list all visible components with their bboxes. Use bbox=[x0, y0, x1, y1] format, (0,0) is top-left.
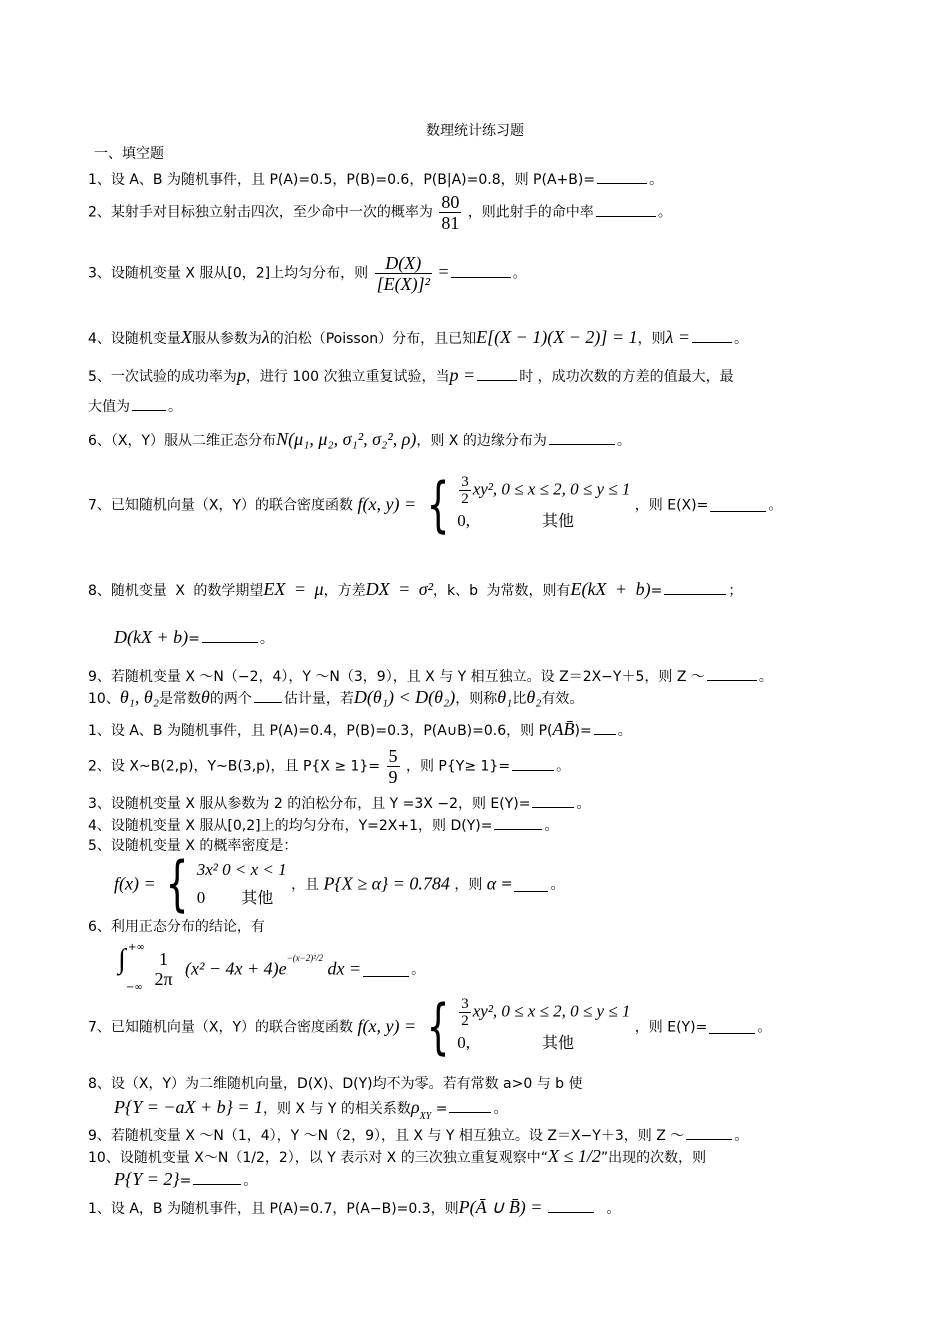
answer-blank[interactable] bbox=[449, 1098, 491, 1113]
brace-icon: { bbox=[426, 469, 450, 540]
answer-blank[interactable] bbox=[664, 580, 726, 595]
question-8-line2: D(kX + b)= 。 bbox=[114, 627, 274, 647]
question-9: 9、若随机变量 X ～N（−2，4），Y ～N（3，9），且 X 与 Y 相互独立。设 Z＝2X−Y＋5，则 Z ～ 。 bbox=[88, 666, 773, 686]
answer-blank[interactable] bbox=[549, 430, 615, 445]
fraction: 1 2π bbox=[154, 949, 173, 989]
question-b5-formula: f(x) = { 3x² 0 < x < 1 0 其他 ，且 P{X ≥ α} = 0.784 ，则 α = 。 bbox=[114, 849, 565, 919]
question-7: 7、已知随机向量（X，Y）的联合密度函数 f(x, y) = { $\frac{3}{2}$ xy², 0 ≤ x ≤ 2, 0 ≤ y ≤ 1 0, 其他 ，则 E(X)= 。 bbox=[88, 469, 783, 540]
answer-blank[interactable] bbox=[451, 263, 511, 278]
answer-blank[interactable] bbox=[202, 628, 258, 643]
answer-blank[interactable] bbox=[710, 497, 766, 512]
question-2: 2、某射手对目标独立射击四次，至少命中一次的概率为 $\frac{80}{81}$ ，则此射手的命中率 。 bbox=[88, 192, 672, 233]
brace-icon: { bbox=[165, 849, 189, 919]
answer-blank[interactable] bbox=[132, 396, 166, 411]
question-b10: 10、设随机变量 X～N（1/2，2），以 Y 表示对 X 的三次独立重复观察中“X ≤ 1/2”出现的次数，则 bbox=[88, 1146, 707, 1166]
question-b3: 3、设随机变量 X 服从参数为 2 的泊松分布，且 Y =3X −2，则 E(Y)= 。 bbox=[88, 793, 590, 813]
answer-blank[interactable] bbox=[692, 328, 732, 343]
question-b1: 1、设 A、B 为随机事件，且 P(A)=0.4，P(B)=0.3，P(A∪B)=0.6，则 P(AB̄)= 。 bbox=[88, 719, 632, 739]
question-1: 1、设 A、B 为随机事件，且 P(A)=0.5，P(B)=0.6，P(B|A)=0.8，则 P(A+B)= 。 bbox=[88, 169, 663, 189]
answer-blank[interactable] bbox=[709, 1019, 755, 1034]
answer-blank[interactable] bbox=[596, 202, 656, 217]
fraction: $\frac{80}{81}$ bbox=[441, 192, 460, 233]
question-4: 4、设随机变量X服从参数为λ的泊松（Poisson）分布，且已知E[(X − 1)(X − 2)] = 1，则λ = 。 bbox=[88, 327, 749, 347]
question-5-line2: 大值为 。 bbox=[88, 396, 182, 416]
fraction: $\frac{D(X)}{\text{[E(X)]²}}$ bbox=[376, 253, 430, 294]
integral-icon: ∫ +∞ −∞ bbox=[118, 942, 145, 993]
question-b5: 5、设随机变量 X 的概率密度是： bbox=[88, 838, 298, 854]
piecewise-cases: $\frac{3}{2}$ xy², 0 ≤ x ≤ 2, 0 ≤ y ≤ 1 0, 其他 bbox=[457, 474, 631, 530]
answer-blank[interactable] bbox=[532, 793, 574, 808]
question-b4: 4、设随机变量 X 服从[0,2]上的均匀分布，Y=2X+1，则 D(Y)= 。 bbox=[88, 815, 558, 835]
answer-blank[interactable] bbox=[193, 1170, 241, 1185]
answer-blank[interactable] bbox=[494, 815, 542, 830]
answer-blank[interactable] bbox=[707, 666, 757, 681]
question-5: 5、一次试验的成功率为p，进行 100 次独立重复试验，当p = 时 ，成功次数的方差的值最大，最 bbox=[88, 365, 734, 385]
answer-blank[interactable] bbox=[594, 720, 616, 735]
question-b8: 8、设（X，Y）为二维随机向量，D(X)、D(Y)均不为零。若有常数 a>0 与 b 使 bbox=[88, 1076, 583, 1092]
question-b7: 7、已知随机向量（X，Y）的联合密度函数 f(x, y) = { $\frac{3}{2}$ xy², 0 ≤ x ≤ 2, 0 ≤ y ≤ 1 0, 其他 ，则 E(Y)= 。 bbox=[88, 991, 772, 1062]
fraction: $\frac{5}{9}$ bbox=[388, 746, 398, 787]
question-10: 10、θ₁, θ₂是常数θ的两个 估计量，若D(θ₁) < D(θ₂)，则称θ₁比θ₂有效。 bbox=[88, 687, 584, 707]
question-b9: 9、若随机变量 X ～N（1，4），Y ～N（2，9），且 X 与 Y 相互独立。设 Z＝X−Y＋3，则 Z ～ 。 bbox=[88, 1125, 748, 1145]
question-8: 8、随机变量 X 的数学期望EX = μ，方差DX = σ²，k、b 为常数，则有E(kX + b)= ； bbox=[88, 579, 743, 599]
piecewise-cases: $\frac{3}{2}$ xy², 0 ≤ x ≤ 2, 0 ≤ y ≤ 1 0, 其他 bbox=[457, 996, 631, 1052]
question-3: 3、设随机变量 X 服从[0，2]上均匀分布，则 $\frac{D(X)}{\text{[E(X)]²}}$ = 。 bbox=[88, 253, 527, 294]
question-b2: 2、设 X~B(2,p)，Y~B(3,p)，且 P{X ≥ 1}= $\frac{5}{9}$ ，则 P{Y≥ 1}= 。 bbox=[88, 746, 571, 787]
question-b6: 6、利用正态分布的结论，有 bbox=[88, 919, 265, 935]
question-b8-line2: P{Y = −aX + b} = 1，则 X 与 Y 的相关系数$\rho_{XY}$ = 。 bbox=[114, 1097, 508, 1122]
page-title: 数理统计练习题 bbox=[426, 123, 524, 139]
answer-blank[interactable] bbox=[512, 756, 554, 771]
question-c1: 1、设 A，B 为随机事件，且 P(A)=0.7，P(A−B)=0.3，则P(Ā ∪ B̄) = 。 bbox=[88, 1197, 621, 1217]
answer-blank[interactable] bbox=[363, 962, 409, 977]
question-b6-formula: ∫ +∞ −∞ 1 2π $(x^2 - 4x + 4)e^{-(x-2)^2/2}$ dx = 。 bbox=[118, 942, 426, 993]
piecewise-cases: 3x² 0 < x < 1 0 其他 bbox=[196, 860, 287, 907]
answer-blank[interactable] bbox=[514, 877, 548, 892]
question-6: 6、（X，Y）服从二维正态分布N(μ₁, μ₂, σ₁², σ₂², ρ)，则 X 的边缘分布为 。 bbox=[88, 429, 631, 449]
answer-blank[interactable] bbox=[254, 688, 282, 703]
answer-blank[interactable] bbox=[686, 1125, 732, 1140]
section-heading: 一、填空题 bbox=[94, 146, 164, 162]
question-b10-line2: P{Y = 2}= 。 bbox=[114, 1169, 258, 1189]
answer-blank[interactable] bbox=[548, 1198, 594, 1213]
answer-blank[interactable] bbox=[477, 366, 517, 381]
answer-blank[interactable] bbox=[597, 169, 647, 184]
brace-icon: { bbox=[426, 991, 450, 1062]
